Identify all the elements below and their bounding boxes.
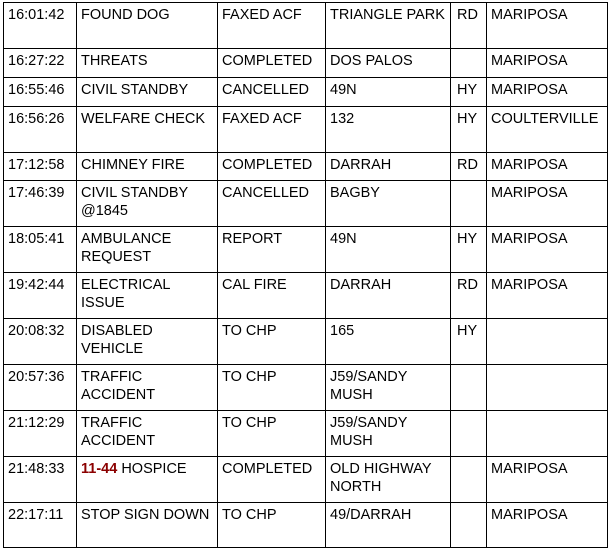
call-log-table [3,2,608,548]
road-suffix-cell: RD [451,273,487,319]
time-cell: 21:12:29 [4,411,77,457]
disposition-cell: TO CHP [218,411,326,457]
road-suffix-cell: RD [451,3,487,49]
call-type-cell: WELFARE CHECK [77,107,218,153]
disposition-cell: COMPLETED [218,49,326,78]
location-cell: 49N [326,227,451,273]
time-cell: 17:12:58 [4,153,77,181]
table-row [4,181,608,227]
call-type-cell: THREATS [77,49,218,78]
time-cell: 18:05:41 [4,227,77,273]
call-type-cell: TRAFFIC ACCIDENT [77,365,218,411]
area-cell: MARIPOSA [487,457,608,503]
time-cell: 16:01:42 [4,3,77,49]
disposition-cell: FAXED ACF [218,107,326,153]
table-row [4,227,608,273]
area-cell [487,411,608,457]
location-cell: 132 [326,107,451,153]
disposition-cell: TO CHP [218,503,326,548]
location-cell: TRIANGLE PARK [326,3,451,49]
area-cell: MARIPOSA [487,227,608,273]
table-row [4,273,608,319]
call-type-cell: CIVIL STANDBY [77,78,218,107]
time-cell: 20:57:36 [4,365,77,411]
area-cell: MARIPOSA [487,503,608,548]
table-row [4,503,608,548]
road-suffix-cell [451,365,487,411]
location-cell: BAGBY [326,181,451,227]
table-row [4,78,608,107]
road-suffix-cell [451,181,487,227]
area-cell: MARIPOSA [487,181,608,227]
call-type-cell: ELECTRICAL ISSUE [77,273,218,319]
location-cell: 49/DARRAH [326,503,451,548]
time-cell: 16:55:46 [4,78,77,107]
disposition-cell: CANCELLED [218,78,326,107]
road-suffix-cell: HY [451,227,487,273]
disposition-cell: CAL FIRE [218,273,326,319]
call-type-cell: CIVIL STANDBY @1845 [77,181,218,227]
road-suffix-cell [451,49,487,78]
time-cell: 17:46:39 [4,181,77,227]
call-code: 11-44 [81,461,118,477]
table-row [4,365,608,411]
area-cell: MARIPOSA [487,78,608,107]
road-suffix-cell [451,411,487,457]
location-cell: 165 [326,319,451,365]
table-row [4,153,608,181]
time-cell: 16:56:26 [4,107,77,153]
road-suffix-cell: HY [451,107,487,153]
location-cell: OLD HIGHWAY NORTH [326,457,451,503]
table-row [4,107,608,153]
table-row [4,3,608,49]
time-cell: 16:27:22 [4,49,77,78]
road-suffix-cell: HY [451,78,487,107]
call-type-cell: DISABLED VEHICLE [77,319,218,365]
road-suffix-cell [451,457,487,503]
disposition-cell: REPORT [218,227,326,273]
table-row [4,457,608,503]
location-cell: DARRAH [326,153,451,181]
location-cell: J59/SANDY MUSH [326,411,451,457]
area-cell: MARIPOSA [487,3,608,49]
call-type-text: HOSPICE [121,461,187,477]
disposition-cell: FAXED ACF [218,3,326,49]
call-type-cell: CHIMNEY FIRE [77,153,218,181]
road-suffix-cell: HY [451,319,487,365]
call-type-cell: FOUND DOG [77,3,218,49]
call-type-cell: AMBULANCE REQUEST [77,227,218,273]
disposition-cell: TO CHP [218,365,326,411]
disposition-cell: COMPLETED [218,457,326,503]
area-cell: MARIPOSA [487,273,608,319]
location-cell: DARRAH [326,273,451,319]
table-row [4,319,608,365]
disposition-cell: CANCELLED [218,181,326,227]
call-type-cell: TRAFFIC ACCIDENT [77,411,218,457]
location-cell: 49N [326,78,451,107]
area-cell: MARIPOSA [487,49,608,78]
area-cell: MARIPOSA [487,153,608,181]
road-suffix-cell [451,503,487,548]
road-suffix-cell: RD [451,153,487,181]
location-cell: DOS PALOS [326,49,451,78]
location-cell: J59/SANDY MUSH [326,365,451,411]
area-cell [487,365,608,411]
area-cell [487,319,608,365]
time-cell: 22:17:11 [4,503,77,548]
time-cell: 20:08:32 [4,319,77,365]
call-type-cell: STOP SIGN DOWN [77,503,218,548]
time-cell: 19:42:44 [4,273,77,319]
table-row [4,411,608,457]
time-cell: 21:48:33 [4,457,77,503]
table-row [4,49,608,78]
area-cell: COULTERVILLE [487,107,608,153]
disposition-cell: TO CHP [218,319,326,365]
disposition-cell: COMPLETED [218,153,326,181]
call-type-cell [77,457,218,503]
